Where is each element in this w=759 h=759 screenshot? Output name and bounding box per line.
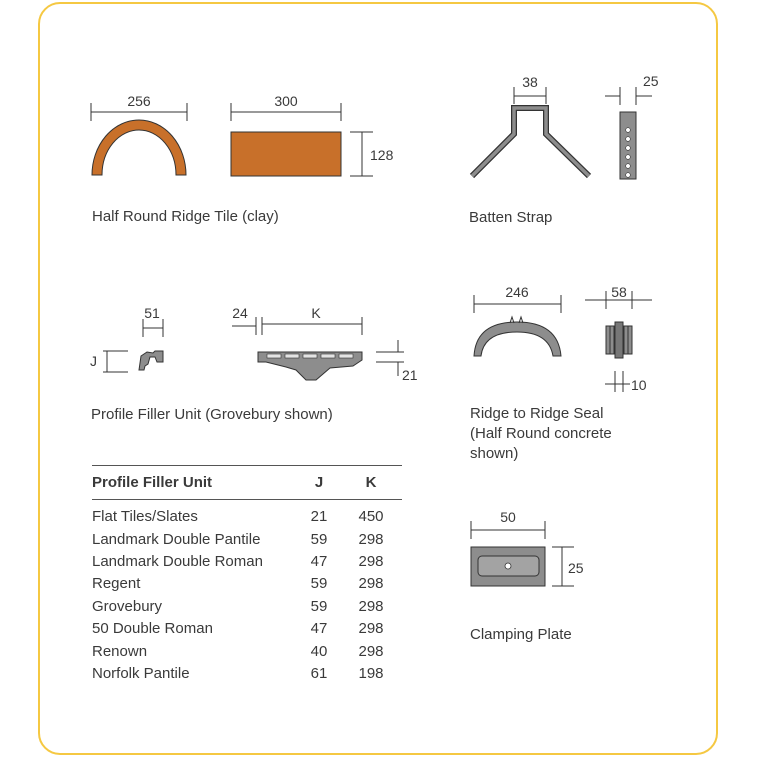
ridge-tile-arch [92,120,186,175]
ridge-seal-width-value: 246 [505,284,529,300]
table-cell-unit: Norfolk Pantile [92,664,190,682]
clamping-plate-height-value: 25 [568,560,584,576]
ridge-tile-length-value: 300 [274,93,298,109]
ridge-tile-width-value: 256 [127,93,151,109]
table-cell-k: 298 [358,575,384,593]
table-row [92,596,402,618]
ridge-seal-side-view [606,322,632,358]
ridge-seal-caption-line3: shown) [470,445,519,462]
table-cell-j: 59 [310,530,328,548]
table-cell-unit: Landmark Double Roman [92,552,263,570]
table-cell-k: 298 [358,530,384,548]
table-row [92,573,402,595]
profile-filler-k-label: K [311,305,321,321]
table-header-unit: Profile Filler Unit [92,466,298,500]
table-cell-j: 61 [310,664,328,682]
table-cell-j: 40 [310,642,328,660]
table-cell-j: 59 [310,575,328,593]
table-cell-k: 298 [358,552,384,570]
table-cell-j: 59 [310,597,328,615]
table-row [92,500,402,529]
batten-strap-side-dimension [605,87,652,105]
table-header-j: J [298,466,340,500]
profile-filler-thickness-dimension [376,340,404,376]
profile-filler-end-view [139,351,163,370]
table-row [92,618,402,640]
table-cell-unit: Landmark Double Pantile [92,530,261,548]
table-cell-k: 298 [358,620,384,638]
batten-strap-drawing [472,108,589,176]
table-row [92,528,402,550]
table-header-k: K [340,466,402,500]
ridge-tile-side-view [231,132,341,176]
ridge-seal-thickness-value: 10 [631,377,647,393]
table-cell-k: 298 [358,597,384,615]
table-cell-k: 450 [358,508,384,526]
table-cell-unit: Regent [92,575,141,593]
profile-filler-width-value: 51 [144,305,160,321]
ridge-seal-caption-line1: Ridge to Ridge Seal [470,405,604,422]
batten-strap-side-value: 25 [643,73,659,89]
batten-strap-side-view [620,112,636,179]
table-cell-unit: 50 Double Roman [92,620,213,638]
clamping-plate-caption: Clamping Plate [470,626,572,643]
table-cell-unit: Grovebury [92,597,163,615]
ridge-seal-thickness-dimension [605,371,630,392]
clamping-plate-width-value: 50 [500,509,516,525]
clamping-plate-drawing [471,547,545,586]
table-row [92,663,402,685]
table-row [92,640,402,662]
table-cell-j: 47 [310,552,328,570]
table-cell-j: 47 [310,620,328,638]
ridge-tile-height-value: 128 [370,147,394,163]
profile-filler-caption: Profile Filler Unit (Grovebury shown) [91,406,333,423]
ridge-seal-caption-line2: (Half Round concrete [470,425,612,442]
profile-filler-thickness-value: 21 [402,367,418,383]
profile-filler-offset-value: 24 [232,305,248,321]
batten-strap-caption: Batten Strap [469,209,553,226]
profile-filler-j-dimension [103,351,128,372]
table-cell-unit: Flat Tiles/Slates [92,508,198,526]
profile-filler-width-dimension [143,319,163,337]
table-cell-unit: Renown [92,642,148,660]
ridge-tile-caption: Half Round Ridge Tile (clay) [92,208,279,225]
profile-filler-j-label: J [90,353,97,369]
table-cell-k: 298 [358,642,384,660]
table-header-row [92,466,402,500]
table-cell-k: 198 [358,664,384,682]
batten-strap-width-value: 38 [522,74,538,90]
ridge-seal-arch [474,317,561,356]
profile-filler-side-view [258,352,362,380]
profile-filler-table [92,465,402,685]
ridge-seal-side-value: 58 [611,284,627,300]
table-cell-j: 21 [310,508,328,526]
table-row [92,551,402,573]
